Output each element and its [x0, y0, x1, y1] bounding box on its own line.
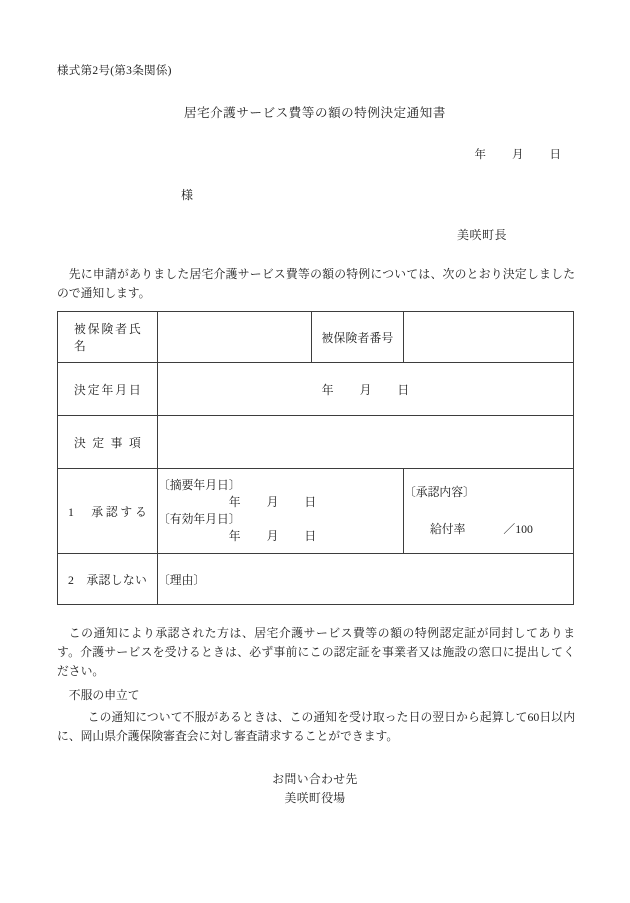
issue-date-day: 日 [549, 149, 561, 161]
benefit-rate-row [404, 521, 573, 538]
intro-paragraph: 先に申請がありました居宅介護サービス費等の額の特例については、次のとおり決定しましたので通知します。 [57, 267, 575, 301]
approve-dates-cell[interactable] [158, 469, 404, 554]
insured-number-label: 被保険者番号 [312, 312, 404, 363]
summary-date-label: 〔摘要年月日〕 [158, 477, 241, 492]
insured-name-value[interactable] [158, 312, 312, 363]
reject-reason-cell[interactable] [158, 554, 574, 605]
valid-date-month: 月 [266, 529, 279, 544]
form-number: 様式第2号(第3条関係) [57, 65, 172, 77]
approve-label: 1 承認する [68, 504, 147, 519]
appeal-paragraph: この通知について不服があるときは、この通知を受け取った日の翌日から起算して60日以内に、岡山県介護保険審査会に対し審査請求することができます。 [57, 710, 575, 744]
reject-label-cell [58, 554, 158, 605]
table-row-decision-date [58, 363, 574, 416]
decision-items-value[interactable] [158, 416, 574, 469]
decision-date-day: 日 [397, 382, 410, 397]
issuer-name: 美咲町長 [456, 228, 507, 242]
reason-label: 〔理由〕 [158, 572, 206, 587]
addressee-honorific: 様 [181, 188, 194, 202]
page-title: 居宅介護サービス費等の額の特例決定通知書 [183, 106, 446, 120]
issue-date-month: 月 [512, 149, 524, 161]
summary-date-fields [158, 494, 403, 511]
decision-date-year: 年 [321, 382, 334, 397]
decision-date-label-cell [58, 363, 158, 416]
insured-number-value[interactable] [404, 312, 574, 363]
issue-date-year: 年 [474, 149, 486, 161]
decision-table [57, 311, 574, 605]
enclosure-paragraph: この通知により承認された方は、居宅介護サービス費等の額の特例認定証が同封してあります。介護サービスを受けるときは、必ず事前にこの認定証を事業者又は施設の窓口に提出してください。 [57, 626, 575, 679]
contact-footer [57, 770, 573, 808]
valid-date-label: 〔有効年月日〕 [158, 512, 241, 526]
decision-items-label-cell [58, 416, 158, 469]
insured-name-label: 被保険者氏名 [74, 322, 141, 353]
table-row-decision-items [58, 416, 574, 469]
benefit-rate-label: 給付率 [430, 522, 466, 536]
reject-label: 2 承認しない [68, 572, 147, 587]
table-row-reject [58, 554, 574, 605]
benefit-rate-value: ／100 [503, 522, 533, 536]
decision-date-label: 決定年月日 [74, 382, 141, 397]
valid-date-fields [158, 528, 403, 545]
approval-content-cell[interactable] [404, 469, 574, 554]
summary-date-month: 月 [266, 494, 279, 509]
appeal-heading: 不服の申立て [68, 688, 140, 702]
decision-date-value-cell[interactable] [158, 363, 574, 416]
decision-date-fields [158, 381, 573, 398]
contact-label: お問い合わせ先 [272, 772, 358, 786]
table-row-approve [58, 469, 574, 554]
insured-name-label-cell [58, 312, 158, 363]
decision-date-month: 月 [359, 382, 372, 397]
approval-content-label: 〔承認内容〕 [404, 484, 475, 499]
contact-office: 美咲町役場 [284, 791, 346, 806]
issue-date-line [475, 146, 562, 162]
summary-date-day: 日 [304, 494, 317, 509]
valid-date-year: 年 [228, 529, 241, 544]
summary-date-year: 年 [228, 494, 241, 509]
approve-label-cell [58, 469, 158, 554]
valid-date-day: 日 [304, 529, 317, 544]
decision-items-label: 決定事項 [74, 435, 141, 450]
table-row-insured [58, 312, 574, 363]
